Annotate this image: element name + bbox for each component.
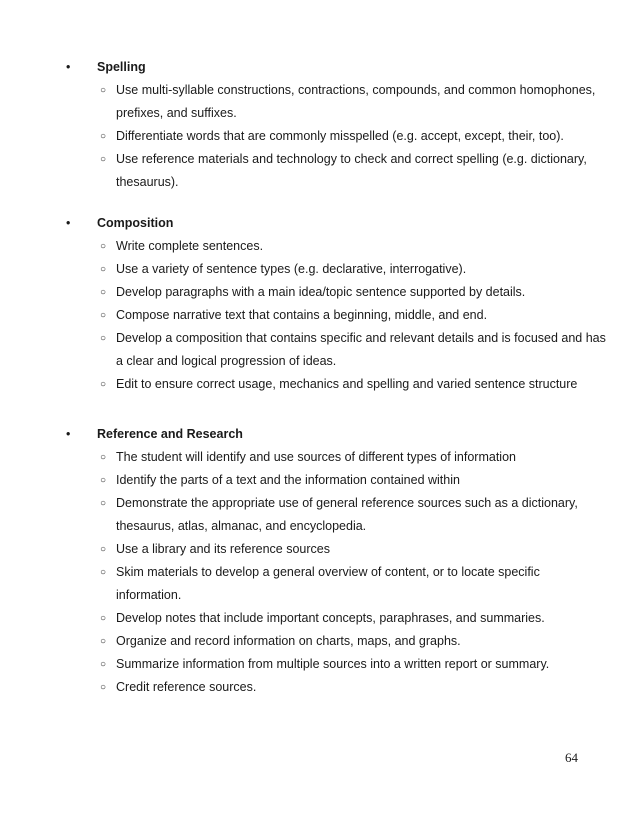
list-item xyxy=(66,561,606,607)
circle-bullet-icon: ○ xyxy=(100,498,107,509)
list-item-text: Differentiate words that are commonly misspelled (e.g. accept, except, their, too). xyxy=(116,129,564,143)
bullet-icon: • xyxy=(66,60,71,74)
list-item-text: Organize and record information on charts, maps, and graphs. xyxy=(116,634,461,648)
list-item-text: The student will identify and use sources of different types of information xyxy=(116,450,516,464)
list-item xyxy=(66,676,606,699)
section-title: Composition xyxy=(97,216,174,230)
list-item xyxy=(66,630,606,653)
list-item-text: Summarize information from multiple sources into a written report or summary. xyxy=(116,657,550,671)
section-spelling xyxy=(66,56,606,194)
circle-bullet-icon: ○ xyxy=(100,241,107,252)
section-title: Reference and Research xyxy=(97,427,243,441)
page-number: 64 xyxy=(565,750,578,765)
list-item xyxy=(66,607,606,630)
circle-bullet-icon: ○ xyxy=(100,333,107,344)
list-item xyxy=(66,327,606,373)
item-list xyxy=(66,235,606,396)
circle-bullet-icon: ○ xyxy=(100,544,107,555)
list-item-text: Write complete sentences. xyxy=(116,239,264,253)
list-item xyxy=(66,235,606,258)
list-item-text: Skim materials to develop a general overview of content, or to locate specific information. xyxy=(116,565,540,602)
list-item-text: Develop notes that include important concepts, paraphrases, and summaries. xyxy=(116,611,545,625)
list-item-text: Credit reference sources. xyxy=(116,680,257,694)
section-reference-and-research xyxy=(66,423,606,699)
circle-bullet-icon: ○ xyxy=(100,567,107,578)
circle-bullet-icon: ○ xyxy=(100,154,107,165)
bullet-icon: • xyxy=(66,427,71,441)
list-item-text: Develop a composition that contains specific and relevant details and is focused and has a clear and logical progression of ideas. xyxy=(116,331,606,368)
circle-bullet-icon: ○ xyxy=(100,85,107,96)
circle-bullet-icon: ○ xyxy=(100,310,107,321)
section-heading xyxy=(66,423,606,446)
list-item xyxy=(66,304,606,327)
section-composition xyxy=(66,212,606,396)
list-item xyxy=(66,258,606,281)
list-item xyxy=(66,148,606,194)
circle-bullet-icon: ○ xyxy=(100,131,107,142)
circle-bullet-icon: ○ xyxy=(100,475,107,486)
circle-bullet-icon: ○ xyxy=(100,287,107,298)
list-item xyxy=(66,79,606,125)
circle-bullet-icon: ○ xyxy=(100,613,107,624)
list-item xyxy=(66,373,606,396)
bullet-icon: • xyxy=(66,216,71,230)
circle-bullet-icon: ○ xyxy=(100,659,107,670)
item-list xyxy=(66,446,606,699)
list-item xyxy=(66,653,606,676)
list-item-text: Use a library and its reference sources xyxy=(116,542,330,556)
circle-bullet-icon: ○ xyxy=(100,636,107,647)
list-item-text: Edit to ensure correct usage, mechanics and spelling and varied sentence structure xyxy=(116,377,578,391)
list-item-text: Identify the parts of a text and the information contained within xyxy=(116,473,460,487)
circle-bullet-icon: ○ xyxy=(100,379,107,390)
list-item-text: Use a variety of sentence types (e.g. declarative, interrogative). xyxy=(116,262,467,276)
list-item xyxy=(66,538,606,561)
list-item xyxy=(66,492,606,538)
list-item xyxy=(66,446,606,469)
list-item xyxy=(66,469,606,492)
list-item xyxy=(66,125,606,148)
list-item-text: Develop paragraphs with a main idea/topic sentence supported by details. xyxy=(116,285,526,299)
item-list xyxy=(66,79,606,194)
list-item-text: Use reference materials and technology to check and correct spelling (e.g. dictionary, thesaurus). xyxy=(116,152,587,189)
circle-bullet-icon: ○ xyxy=(100,264,107,275)
section-title: Spelling xyxy=(97,60,146,74)
circle-bullet-icon: ○ xyxy=(100,452,107,463)
list-item-text: Demonstrate the appropriate use of general reference sources such as a dictionary, thesaurus, atlas, almanac, and encyclopedia. xyxy=(116,496,578,533)
list-item-text: Use multi-syllable constructions, contractions, compounds, and common homophones, prefixes, and suffixes. xyxy=(116,83,596,120)
section-heading xyxy=(66,212,606,235)
list-item xyxy=(66,281,606,304)
section-heading xyxy=(66,56,606,79)
circle-bullet-icon: ○ xyxy=(100,682,107,693)
list-item-text: Compose narrative text that contains a beginning, middle, and end. xyxy=(116,308,488,322)
